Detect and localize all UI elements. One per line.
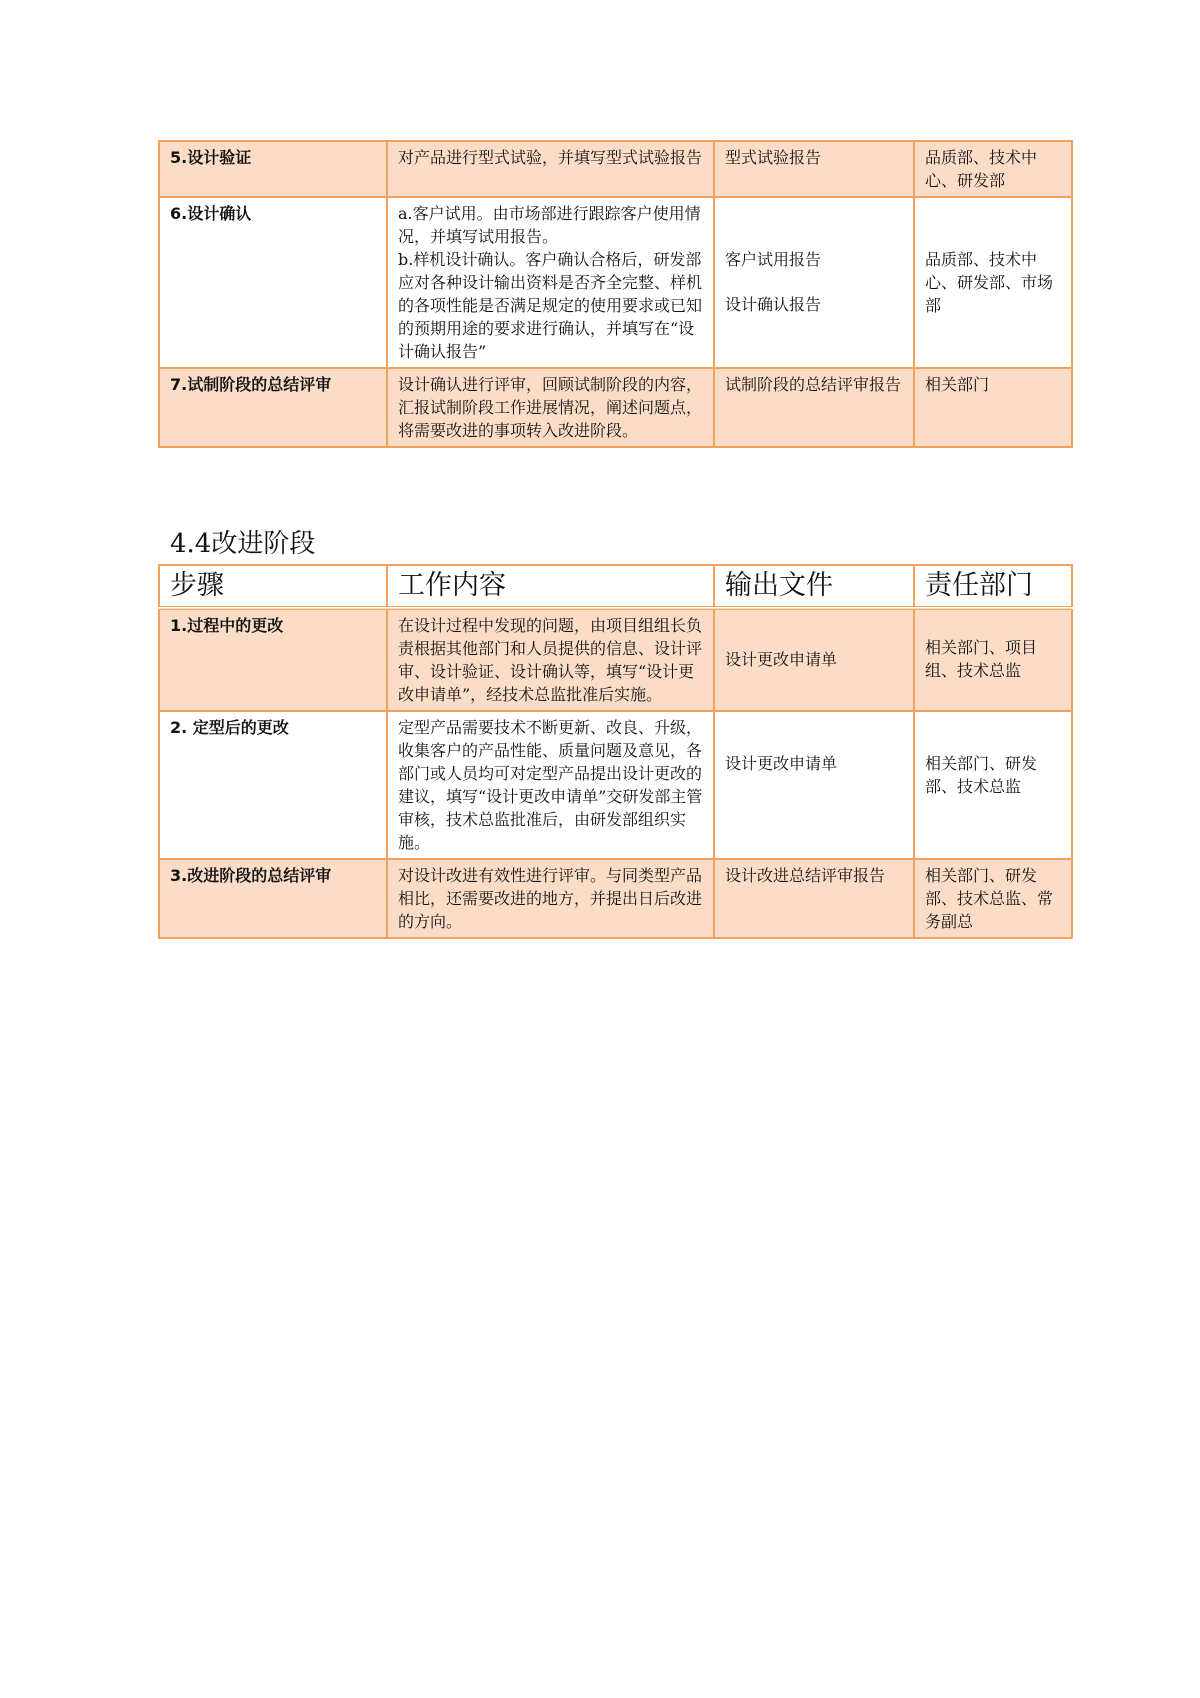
table-row (159, 368, 1072, 447)
step-cell: 6.设计确认 (159, 197, 387, 368)
table-header-row (159, 565, 1072, 608)
output-cell: 设计更改申请单 (714, 608, 914, 711)
header-dept: 责任部门 (914, 565, 1072, 608)
content-part-a: a.客户试用。由市场部进行跟踪客户使用情况，并填写试用报告。 (398, 204, 701, 246)
header-output: 输出文件 (714, 565, 914, 608)
header-step: 步骤 (159, 565, 387, 608)
output-cell: 设计改进总结评审报告 (714, 859, 914, 938)
table-row (159, 711, 1072, 859)
section-title: 4.4改进阶段 (170, 529, 316, 559)
output-cell: 试制阶段的总结评审报告 (714, 368, 914, 447)
content-cell (387, 197, 714, 368)
dept-cell: 品质部、技术中心、研发部 (914, 141, 1072, 197)
dept-cell: 相关部门、研发部、技术总监、常务副总 (914, 859, 1072, 938)
content-part-b: b.样机设计确认。客户确认合格后，研发部应对各种设计输出资料是否齐全完整、样机的各项性能是否满足规定的使用要求或已知的预期用途的要求进行确认，并填写在“设计确认报告” (398, 250, 703, 361)
output-cell: 设计更改申请单 (714, 711, 914, 859)
output-cell: 型式试验报告 (714, 141, 914, 197)
dept-cell: 相关部门 (914, 368, 1072, 447)
table-row (159, 141, 1072, 197)
content-cell: 对设计改进有效性进行评审。与同类型产品相比，还需要改进的地方，并提出日后改进的方向。 (387, 859, 714, 938)
step-cell: 1.过程中的更改 (159, 608, 387, 711)
content-cell: 设计确认进行评审，回顾试制阶段的内容，汇报试制阶段工作进展情况，阐述问题点，将需要改进的事项转入改进阶段。 (387, 368, 714, 447)
step-cell: 2. 定型后的更改 (159, 711, 387, 859)
content-cell: 在设计过程中发现的问题，由项目组组长负责根据其他部门和人员提供的信息、设计评审、设计验证、设计确认等，填写“设计更改申请单”，经技术总监批准后实施。 (387, 608, 714, 711)
header-content: 工作内容 (387, 565, 714, 608)
dept-cell: 相关部门、项目组、技术总监 (914, 608, 1072, 711)
design-stage-table (158, 140, 1073, 448)
improvement-stage-table (158, 564, 1073, 939)
content-cell: 定型产品需要技术不断更新、改良、升级，收集客户的产品性能、质量问题及意见，各部门或人员均可对定型产品提出设计更改的建议，填写“设计更改申请单”交研发部主管审核，技术总监批准后，由研发部组织实施。 (387, 711, 714, 859)
table-row (159, 608, 1072, 711)
dept-cell: 品质部、技术中心、研发部、市场部 (914, 197, 1072, 368)
step-cell: 3.改进阶段的总结评审 (159, 859, 387, 938)
output-cell (714, 197, 914, 368)
output-item: 客户试用报告 (725, 250, 822, 269)
step-cell: 7.试制阶段的总结评审 (159, 368, 387, 447)
content-cell: 对产品进行型式试验，并填写型式试验报告 (387, 141, 714, 197)
table-row (159, 859, 1072, 938)
output-item: 设计确认报告 (725, 295, 822, 314)
step-cell: 5.设计验证 (159, 141, 387, 197)
table-row (159, 197, 1072, 368)
dept-cell: 相关部门、研发部、技术总监 (914, 711, 1072, 859)
